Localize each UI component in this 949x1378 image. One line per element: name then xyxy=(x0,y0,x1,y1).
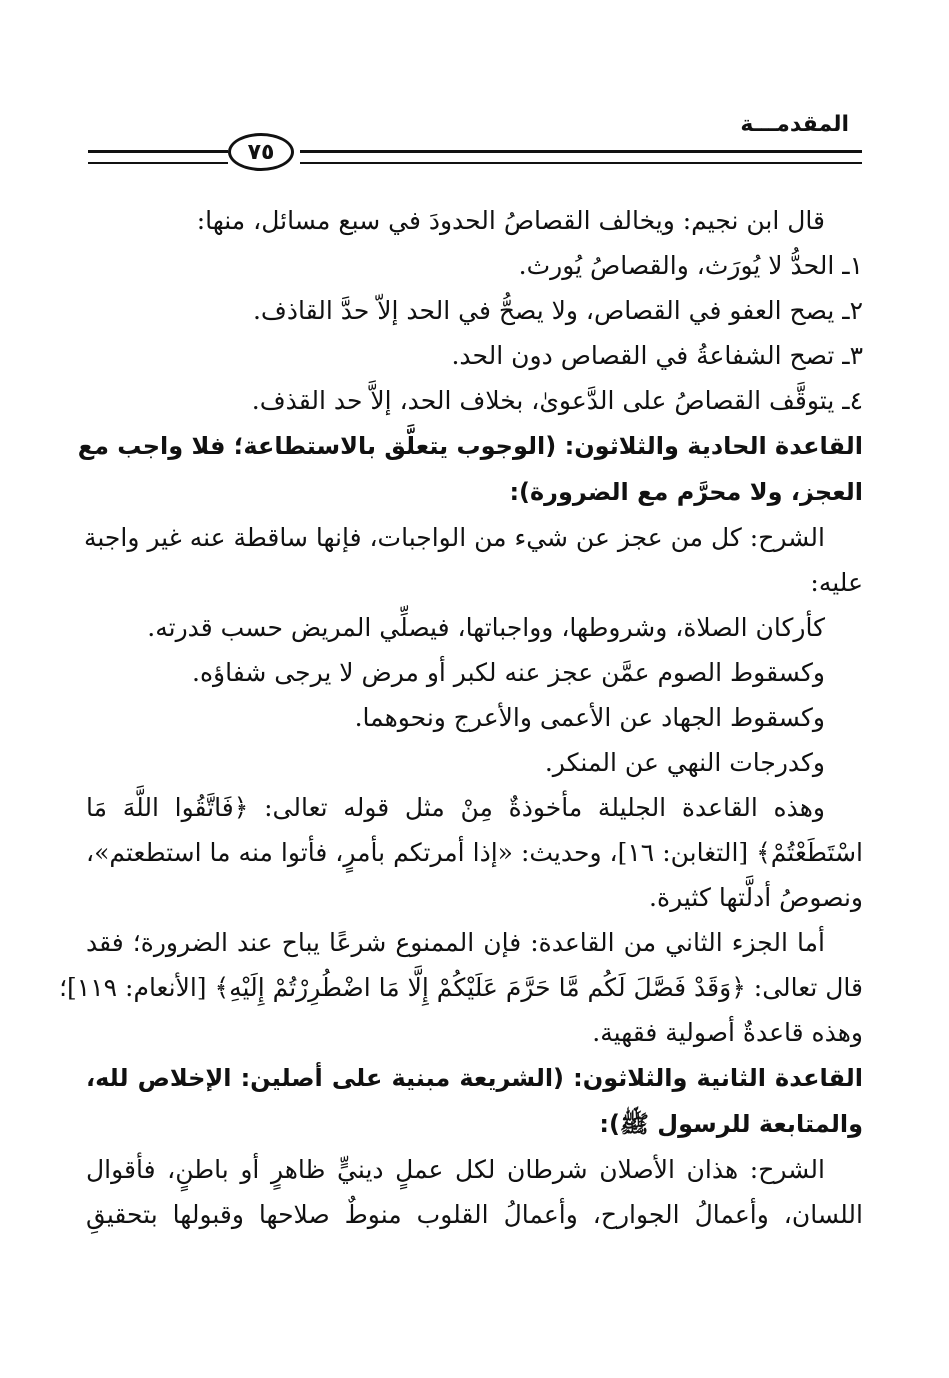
list-item: ٢ـ يصح العفو في القصاص، ولا يصحُّ في الحد إلاّ حدَّ القاذف. xyxy=(252,296,863,325)
running-header-title: المقدمـــة xyxy=(740,112,849,137)
rule-heading: والمتابعة للرسول ﷺ): xyxy=(599,1110,863,1138)
example-line: وكسقوط الصوم عمَّن عجز عنه لكبر أو مرض لا يرجى شفاؤه. xyxy=(192,658,825,687)
header-rule-right xyxy=(300,150,862,164)
rule-heading: القاعدة الحادية والثلاثون: (الوجوب يتعلَّق بالاستطاعة؛ فلا واجب مع xyxy=(77,432,863,460)
explanation-line: الشرح: هذان الأصلان شرطان لكل عملٍ دينيٍّ ظاهرٍ أو باطنٍ، فأقوال xyxy=(86,1155,825,1184)
example-line: وكدرجات النهي عن المنكر. xyxy=(544,748,825,777)
explanation-line: الشرح: كل من عجز عن شيء من الواجبات، فإنها ساقطة عنه غير واجبة xyxy=(83,523,825,552)
text-line: اللسان، وأعمالُ الجوارح، وأعمالُ القلوب منوطٌ صلاحها وقبولها بتحقيقِ xyxy=(86,1200,863,1229)
rule-heading: القاعدة الثانية والثلاثون: (الشريعة مبنية على أصلين: الإخلاص لله، xyxy=(86,1064,863,1092)
list-item: ١ـ الحدُّ لا يُورَث، والقصاصُ يُورث. xyxy=(518,251,863,280)
text-line: أما الجزء الثاني من القاعدة: فإن الممنوع شرعًا يباح عند الضرورة؛ فقد xyxy=(86,928,825,957)
list-item: ٣ـ تصح الشفاعةُ في القصاص دون الحد. xyxy=(451,341,863,370)
example-line: كأركان الصلاة، وشروطها، وواجباتها، فيصلِّي المريض حسب قدرته. xyxy=(147,613,825,642)
text-line: عليه: xyxy=(810,568,863,597)
quran-citation-line: قال تعالى: ﴿وَقَدْ فَصَّلَ لَكُم مَّا حَرَّمَ عَلَيْكُمْ إِلَّا مَا اضْطُرِرْتُمْ إِلَيْهِ﴾ [الأنعام: ١١٩]؛ xyxy=(59,973,863,1002)
example-line: وكسقوط الجهاد عن الأعمى والأعرج ونحوهما. xyxy=(354,703,825,732)
page-body xyxy=(59,198,863,1237)
list-item: ٤ـ يتوقَّف القصاصُ على الدَّعوىٰ، بخلاف الحد، إلاَّ حد القذف. xyxy=(251,386,863,415)
hadith-citation-line: اسْتَطَعْتُمْ﴾ [التغابن: ١٦]، وحديث: «إذا أمرتكم بأمرٍ، فأتوا منه ما استطعتم»، xyxy=(86,838,863,867)
header-rule-left xyxy=(88,150,228,164)
text-line: قال ابن نجيم: ويخالف القصاصُ الحدودَ في سبع مسائل، منها: xyxy=(196,206,825,235)
text-line: وهذه قاعدةٌ أصولية فقهية. xyxy=(592,1018,863,1047)
text-line: ونصوصُ أدلَّتها كثيرة. xyxy=(649,883,863,912)
rule-heading: العجز، ولا محرَّم مع الضرورة): xyxy=(509,478,863,506)
page-number-badge: ٧٥ xyxy=(228,133,294,171)
quran-citation-line: وهذه القاعدة الجليلة مأخوذةٌ مِنْ مثل قوله تعالى: ﴿فَاتَّقُوا اللَّهَ مَا xyxy=(86,793,825,822)
